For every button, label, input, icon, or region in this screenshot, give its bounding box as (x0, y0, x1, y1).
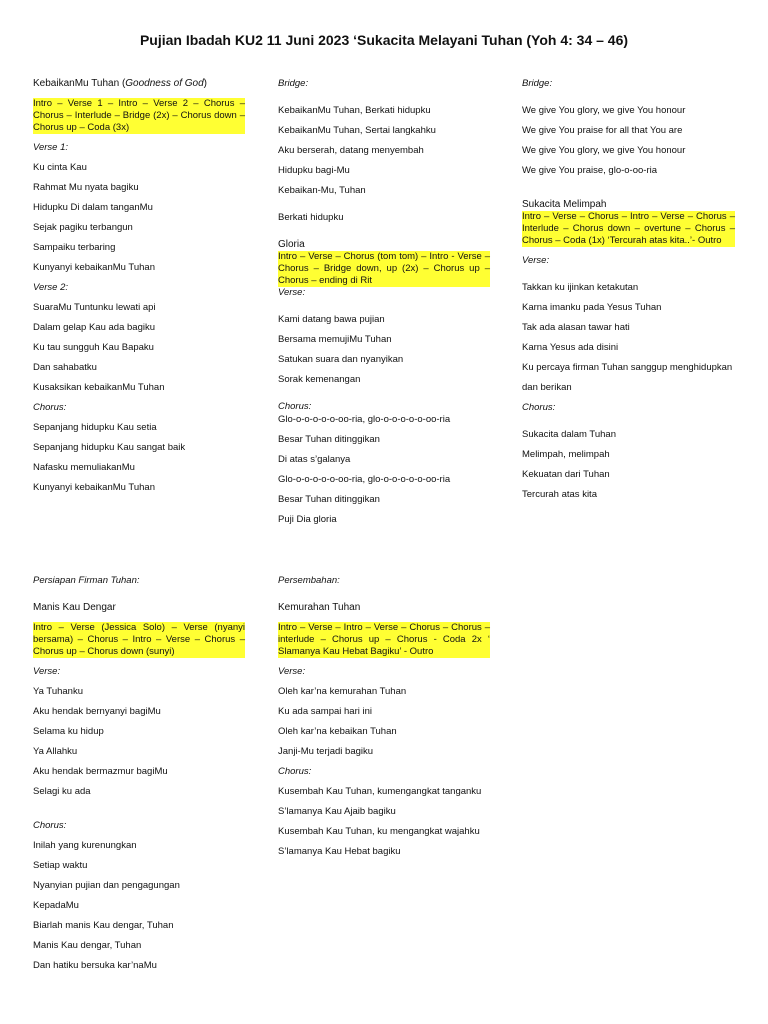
lyric-line: Dalam gelap Kau ada bagiku (33, 322, 156, 333)
lyric-line: Karna Yesus ada disini (522, 342, 619, 353)
lyric-line: Hidupku Di dalam tanganMu (33, 202, 153, 213)
lyric-line: Aku berserah, datang menyembah (278, 145, 424, 156)
lyric-line: Kunyanyi kebaikanMu Tuhan (33, 482, 155, 493)
lyric-line: Oleh kar’na kebaikan Tuhan (278, 726, 397, 737)
lyric-line: Di atas s’galanya (278, 454, 351, 465)
lyric-line: Sepanjang hidupku Kau sangat baik (33, 442, 186, 453)
lyric-line: Kekuatan dari Tuhan (522, 469, 610, 480)
lyric-line: Sampaiku terbaring (33, 242, 116, 253)
bridge-label: Bridge: (522, 78, 553, 89)
lyric-line: Kami datang bawa pujian (278, 314, 385, 325)
lyric-line: We give You praise for all that You are (522, 125, 683, 136)
chorus-label: Chorus: (278, 401, 312, 412)
lyric-line: Sejak pagiku terbangun (33, 222, 133, 233)
lyric-line: Sorak kemenangan (278, 374, 361, 385)
lyric-line: Oleh kar’na kemurahan Tuhan (278, 686, 407, 697)
lyric-line: Manis Kau dengar, Tuhan (33, 940, 142, 951)
lyric-line: Kusembah Kau Tuhan, ku mengangkat wajahku (278, 826, 480, 837)
lyric-line: Ku tau sungguh Kau Bapaku (33, 342, 154, 353)
song-column-gloria (278, 78, 490, 534)
song-order-highlight: Intro – Verse – Intro – Verse – Chorus – Chorus – interlude – Chorus up – Chorus - Coda 2x ‘ Slamanya Kau Hebat Bagiku’ - Outro (278, 622, 490, 657)
lyric-line: Glo-o-o-o-o-o-oo-ria, glo-o-o-o-o-o-oo-ria (278, 414, 451, 425)
song-title: KebaikanMu Tuhan (Goodness of God) (33, 78, 208, 89)
page-title: Pujian Ibadah KU2 11 Juni 2023 ‘Sukacita Melayani Tuhan (Yoh 4: 34 – 46) (139, 32, 629, 48)
lyric-line: Aku hendak bermazmur bagiMu (33, 766, 168, 777)
lyric-line: Tak ada alasan tawar hati (522, 322, 630, 333)
lyric-line: Tercurah atas kita (522, 489, 597, 500)
lyric-line: Satukan suara dan nyanyikan (278, 354, 404, 365)
lyric-line: Dan sahabatku (33, 362, 97, 373)
lyric-line: Kusaksikan kebaikanMu Tuhan (33, 382, 165, 393)
lyric-line: Bersama memujiMu Tuhan (278, 334, 392, 345)
song-column-goodness-of-god (33, 78, 245, 502)
song-column-manis-kau-dengar (33, 575, 245, 980)
lyric-line: Selama ku hidup (33, 726, 104, 737)
lyric-line: Ku cinta Kau (33, 162, 87, 173)
verse-label: Verse: (278, 287, 306, 298)
song-title: Manis Kau Dengar (33, 602, 116, 613)
section-label: Persiapan Firman Tuhan: (33, 575, 140, 586)
lyric-line: Ku percaya firman Tuhan sanggup menghidupkan (522, 362, 733, 373)
lyric-line: Kusembah Kau Tuhan, kumengangkat tanganku (278, 786, 482, 797)
verse-label: Verse: (522, 255, 550, 266)
lyric-line: Ya Tuhanku (33, 686, 84, 697)
song-order-highlight: Intro – Verse – Chorus – Intro – Verse – Chorus – Interlude – Chorus down – overtune – Chorus – Chorus – Coda (1x) ‘Tercurah atas kita..’- Outro (522, 211, 735, 246)
song-title: Gloria (278, 239, 305, 250)
lyric-line: Setiap waktu (33, 860, 88, 871)
lyric-line: KepadaMu (33, 900, 79, 911)
lyric-line: Berkati hidupku (278, 212, 344, 223)
lyric-line: We give You glory, we give You honour (522, 105, 686, 116)
verse-label: Verse: (278, 666, 306, 677)
lyric-line: Sukacita dalam Tuhan (522, 429, 617, 440)
lyric-line: Glo-o-o-o-o-o-oo-ria, glo-o-o-o-o-o-oo-ria (278, 474, 451, 485)
lyric-line: We give You glory, we give You honour (522, 145, 686, 156)
chorus-label: Chorus: (522, 402, 556, 413)
lyric-line: Inilah yang kurenungkan (33, 840, 137, 851)
lyric-line: We give You praise, glo-o-oo-ria (522, 165, 658, 176)
lyric-line: dan berikan (522, 382, 572, 393)
lyric-line: Besar Tuhan ditinggikan (278, 494, 380, 505)
verse-label: Verse 2: (33, 282, 69, 293)
song-order-highlight: Intro – Verse 1 – Intro – Verse 2 – Chorus – Chorus – Interlude – Bridge (2x) – Chorus down – Chorus up – Coda (3x) (33, 98, 245, 133)
lyric-line: Puji Dia gloria (278, 514, 337, 525)
chorus-label: Chorus: (33, 402, 67, 413)
song-column-sukacita-melimpah (522, 78, 735, 509)
lyric-line: Ya Allahku (33, 746, 78, 757)
chorus-label: Chorus: (278, 766, 312, 777)
lyric-line: S’lamanya Kau Hebat bagiku (278, 846, 401, 857)
lyric-line: Biarlah manis Kau dengar, Tuhan (33, 920, 174, 931)
song-order-highlight: Intro – Verse – Chorus (tom tom) – Intro - Verse – Chorus – Bridge down, up (2x) – Chorus up – Chorus – ending di Rit (278, 251, 490, 286)
lyric-line: Janji-Mu terjadi bagiku (278, 746, 374, 757)
lyric-line: KebaikanMu Tuhan, Berkati hidupku (278, 105, 431, 116)
section-label: Persembahan: (278, 575, 340, 586)
lyric-line: Kebaikan-Mu, Tuhan (278, 185, 366, 196)
lyric-line: KebaikanMu Tuhan, Sertai langkahku (278, 125, 436, 136)
verse-label: Verse: (33, 666, 61, 677)
song-title: Kemurahan Tuhan (278, 602, 361, 613)
verse-label: Verse 1: (33, 142, 69, 153)
lyric-line: Karna imanku pada Yesus Tuhan (522, 302, 662, 313)
lyric-line: Takkan ku ijinkan ketakutan (522, 282, 639, 293)
lyric-line: Selagi ku ada (33, 786, 91, 797)
lyric-line: Dan hatiku bersuka kar’naMu (33, 960, 157, 971)
lyric-line: Kunyanyi kebaikanMu Tuhan (33, 262, 155, 273)
lyric-line: Ku ada sampai hari ini (278, 706, 372, 717)
lyric-line: SuaraMu Tuntunku lewati api (33, 302, 156, 313)
lyric-line: Besar Tuhan ditinggikan (278, 434, 380, 445)
lyric-line: Sepanjang hidupku Kau setia (33, 422, 157, 433)
lyric-line: Rahmat Mu nyata bagiku (33, 182, 139, 193)
song-column-kemurahan-tuhan (278, 575, 490, 866)
lyric-line: Hidupku bagi-Mu (278, 165, 350, 176)
lyric-line: Aku hendak bernyanyi bagiMu (33, 706, 161, 717)
lyric-line: S’lamanya Kau Ajaib bagiku (278, 806, 396, 817)
bridge-label: Bridge: (278, 78, 309, 89)
lyric-line: Nafasku memuliakanMu (33, 462, 135, 473)
lyric-line: Melimpah, melimpah (522, 449, 610, 460)
song-order-highlight: Intro – Verse (Jessica Solo) – Verse (nyanyi bersama) – Chorus – Intro – Verse – Chorus – Chorus up – Chorus down (sunyi) (33, 622, 245, 657)
song-title: Sukacita Melimpah (522, 199, 607, 210)
chorus-label: Chorus: (33, 820, 67, 831)
lyric-line: Nyanyian pujian dan pengagungan (33, 880, 180, 891)
